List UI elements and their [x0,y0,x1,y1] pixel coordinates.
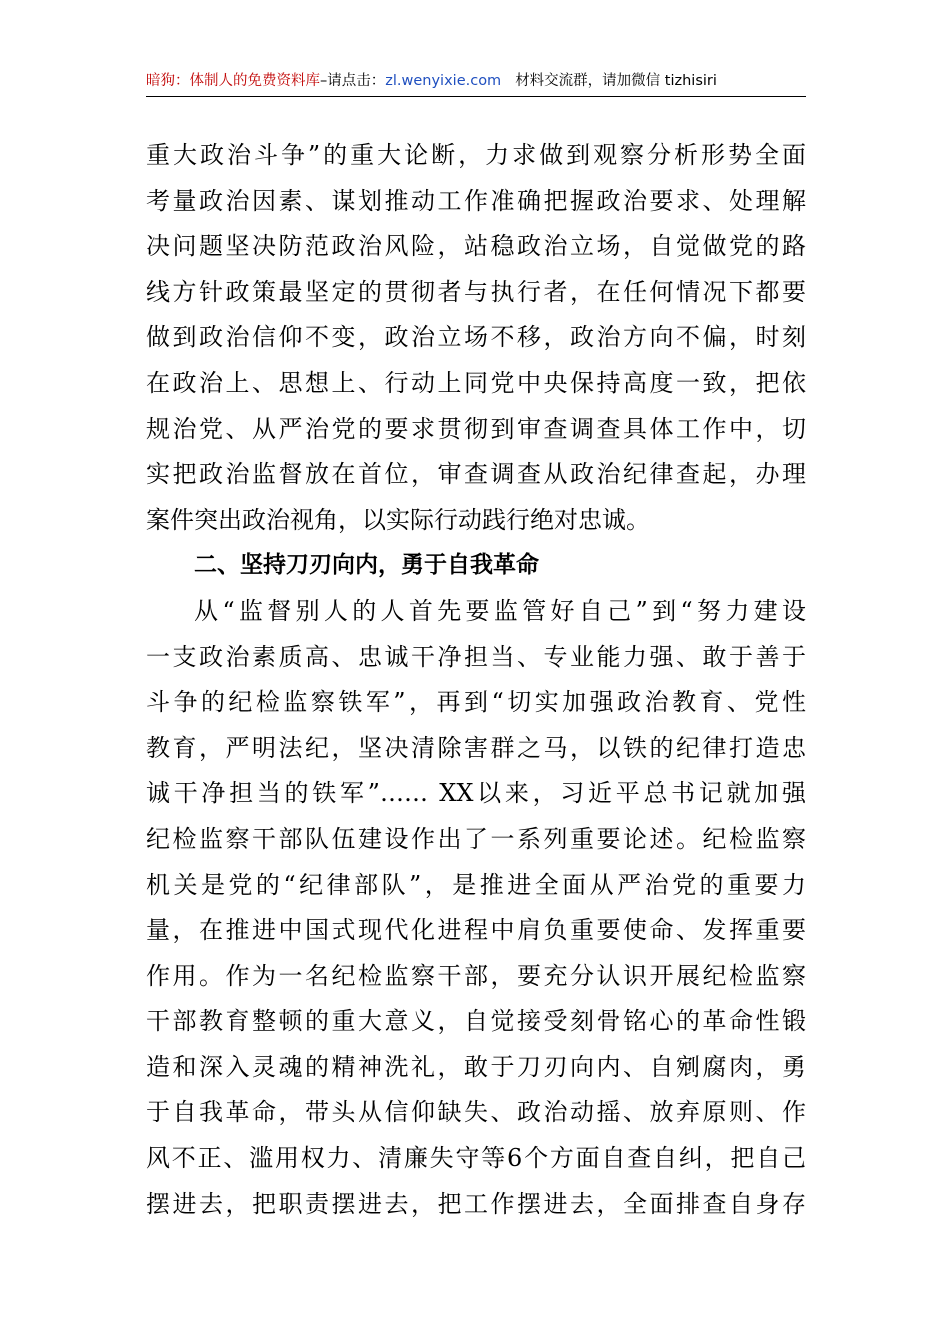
body-line: 机关是党的“纪律部队”，是推进全面从严治党的重要力 [146,870,806,899]
document-body [146,133,806,1227]
header-note: 材料交流群，请加微信 tizhisiri [515,73,717,89]
body-line: 摆进去，把职责摆进去，把工作摆进去，全面排查自身存 [146,1189,806,1218]
body-line: 风不正、滥用权力、清廉失守等6个方面自查自纠，把自己 [146,1144,806,1173]
body-line: 于自我革命，带头从信仰缺失、政治动摇、放弃原则、作 [146,1098,806,1127]
body-line: 从“监督别人的人首先要监管好自己”到“努力建设 [194,596,806,625]
body-line: 斗争的纪检监察铁军”，再到“切实加强政治教育、党性 [146,688,806,717]
body-line: 实把政治监督放在首位，审查调查从政治纪律查起，办理 [146,460,806,489]
body-line: 教育，严明法纪，坚决清除害群之马，以铁的纪律打造忠 [146,733,806,762]
body-line: 量，在推进中国式现代化进程中肩负重要使命、发挥重要 [146,916,806,945]
header-brand: 暗狗：体制人的免费资料库 [146,73,320,89]
header-separator: –请点击： [320,73,386,89]
body-line: 造和深入灵魂的精神洗礼，敢于刀刃向内、自剜腐肉，勇 [146,1052,806,1081]
body-line: 重大政治斗争”的重大论断，力求做到观察分析形势全面 [146,141,806,169]
body-line: 决问题坚决防范政治风险，站稳政治立场，自觉做党的路 [146,232,806,261]
section-heading: 二、坚持刀刃向内，勇于自我革命 [194,552,539,579]
body-line: 作用。作为一名纪检监察干部，要充分认识开展纪检监察 [146,961,806,990]
body-line: 案件突出政治视角，以实际行动践行绝对忠诚。 [146,505,650,534]
body-line: 做到政治信仰不变，政治立场不移，政治方向不偏，时刻 [146,323,806,352]
body-line: 一支政治素质高、忠诚干净担当、专业能力强、敢于善于 [146,642,806,671]
body-line: 纪检监察干部队伍建设作出了一系列重要论述。纪检监察 [146,824,806,853]
page-header [146,66,806,97]
body-line: 线方针政策最坚定的贯彻者与执行者，在任何情况下都要 [146,277,806,306]
body-line: 诚干净担当的铁军”…… XX以来，习近平总书记就加强 [146,779,806,808]
body-line: 规治党、从严治党的要求贯彻到审查调查具体工作中，切 [146,414,806,443]
body-line: 考量政治因素、谋划推动工作准确把握政治要求、处理解 [146,186,806,215]
body-line: 在政治上、思想上、行动上同党中央保持高度一致，把依 [146,368,806,397]
body-line: 干部教育整顿的重大意义，自觉接受刻骨铭心的革命性锻 [146,1007,806,1036]
header-link[interactable]: zl.wenyixie.com [385,73,502,89]
